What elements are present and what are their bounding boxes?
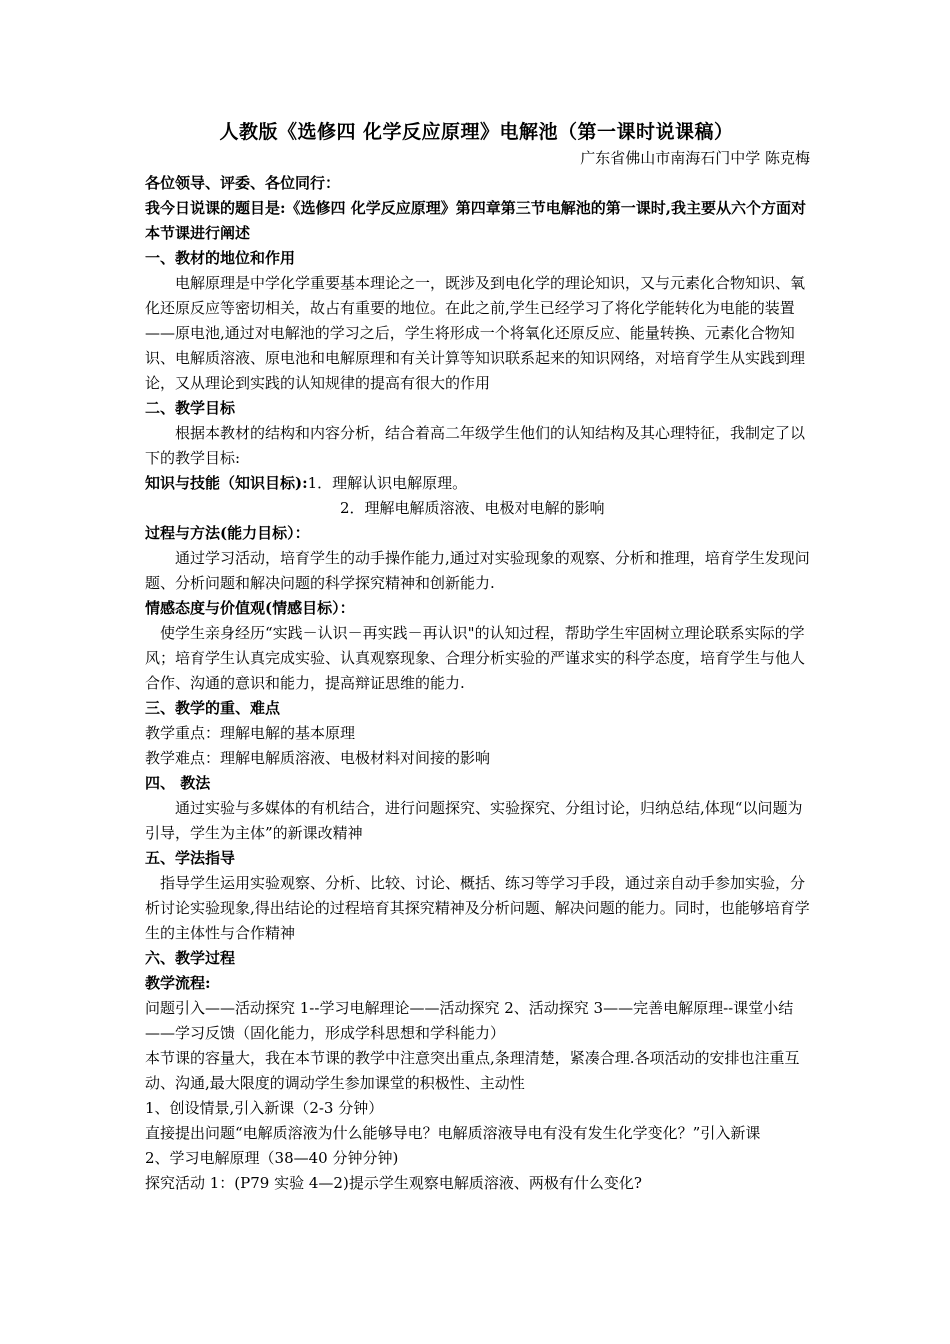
step-2-body: 探究活动 1：(P79 实验 4—2)提示学生观察电解质溶液、两极有什么变化? [145,1174,642,1192]
section-5-heading: 五、学法指导 [145,849,236,867]
section-5-body: 指导学生运用实验观察、分析、比较、讨论、概括、练习等学习手段，通过亲自动手参加实验，分析讨论实验现象,得出结论的过程培育其探究精神及分析问题、解决问题的能力。同时，也能够培育学生的主体性与合作精神 [145,874,810,942]
greeting: 各位领导、评委、各位同行： [145,174,341,192]
flow-label: 教学流程: [145,974,211,992]
section-1-body: 电解原理是中学化学重要基本理论之一，既涉及到电化学的理论知识，又与元素化合物知识、氧化还原反应等密切相关，故占有重要的地位。在此之前,学生已经学习了将化学能转化为电能的装置——原电池,通过对电解池的学习之后，学生将形成一个将氧化还原反应、能量转换、元素化合物知识、电解质溶液、原电池和电解原理和有关计算等知识联系起来的知识网络，对培育学生从实践到理论，又从理论到实践的认知规律的提高有很大的作用 [145,274,806,392]
section-2-heading: 二、教学目标 [145,399,236,417]
section-4-body: 通过实验与多媒体的有机结合，进行问题探究、实验探究、分组讨论，归纳总结,体现“以问题为引导，学生为主体”的新课改精神 [145,799,803,842]
goal-2-label: 过程与方法(能力目标）： [145,524,310,542]
step-2-heading: 2、学习电解原理（38—40 分钟分钟) [145,1149,399,1167]
flow-body: 问题引入——活动探究 1--学习电解理论——活动探究 2、活动探究 3——完善电解原理--课堂小结——学习反馈（固化能力，形成学科思想和学科能力） [145,999,794,1042]
intro-paragraph: 我今日说课的题目是:《选修四 化学反应原理》第四章第三节电解池的第一课时,我主要从六个方面对本节课进行阐述 [145,199,806,242]
difficult-point: 教学难点：理解电解质溶液、电极材料对间接的影响 [145,749,491,767]
goal-3-body: 使学生亲身经历“实践－认识－再实践－再认识"的认知过程，帮助学生牢固树立理论联系实际的学风；培育学生认真完成实验、认真观察现象、合理分析实验的严谨求实的科学态度，培育学生与他人合作、沟通的意识和能力，提高辩证思维的能力. [145,624,806,692]
document-page [145,118,810,1196]
section-4-heading: 四、 教法 [145,774,211,792]
key-point: 教学重点：理解电解的基本原理 [145,724,356,742]
author-line: 广东省佛山市南海石门中学 陈克梅 [580,149,810,167]
section-1-heading: 一、教材的地位和作用 [145,249,296,267]
step-1-body: 直接提出问题“电解质溶液为什么能够导电？电解质溶液导电有没有发生化学变化？”引入新课 [145,1124,761,1142]
goal-1-item-1: 1．理解认识电解原理。 [307,474,468,492]
goal-1-label: 知识与技能（知识目标): [145,474,308,492]
section-2-body: 根据本教材的结构和内容分析，结合着高二年级学生他们的认知结构及其心理特征，我制定了以下的教学目标: [145,424,806,467]
goal-1-item-2: 2．理解电解质溶液、电极对电解的影响 [340,499,605,517]
step-1-heading: 1、创设情景,引入新课（2-3 分钟） [145,1099,384,1117]
section-3-heading: 三、教学的重、难点 [145,699,281,717]
flow-note: 本节课的容量大，我在本节课的教学中注意突出重点,条理清楚，紧凑合理.各项活动的安排也注重互动、沟通,最大限度的调动学生参加课堂的积极性、主动性 [145,1049,800,1092]
section-6-heading: 六、教学过程 [145,949,236,967]
goal-1-line [145,471,810,496]
document-title: 人教版《选修四 化学反应原理》电解池（第一课时说课稿） [219,121,734,143]
goal-2-body: 通过学习活动，培育学生的动手操作能力,通过对实验现象的观察、分析和推理，培育学生发现问题、分析问题和解决问题的科学探究精神和创新能力. [145,549,810,592]
goal-3-label: 情感态度与价值观(情感目标）： [145,599,355,617]
